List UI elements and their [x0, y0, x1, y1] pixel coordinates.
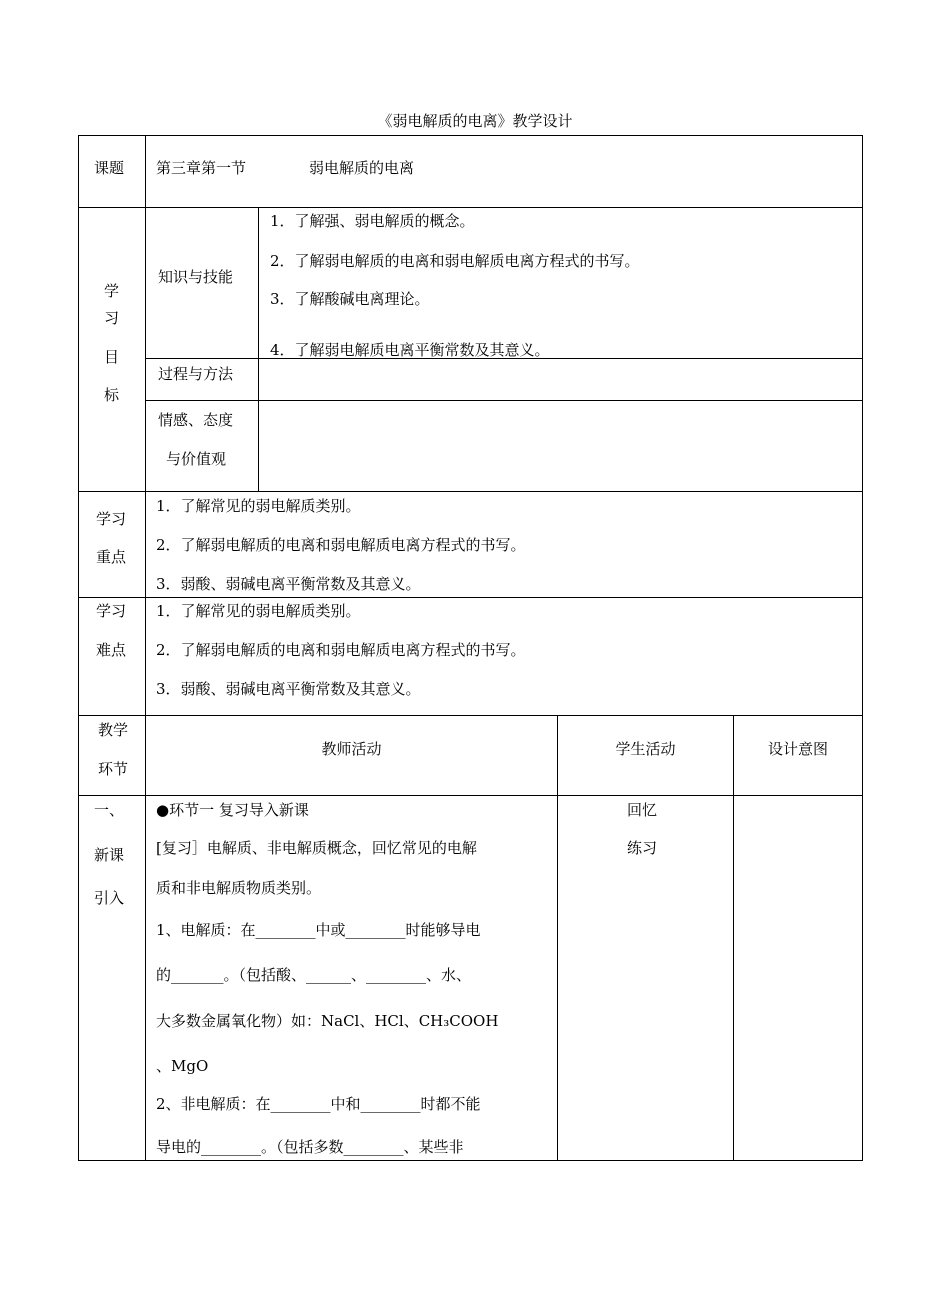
keypoints-label-line1: 学习 [96, 510, 127, 528]
stage-line-1: 一、 [94, 801, 125, 819]
emotion-label-line1: 情感、态度 [158, 411, 234, 429]
rule-top [78, 135, 863, 136]
teacher-line-6: 大多数金属氧化物）如：NaCl、HCl、CH₃COOH [156, 1012, 499, 1030]
topic-title: 弱电解质的电离 [309, 159, 415, 177]
rule-topic-bottom [78, 207, 863, 208]
keypoints-item-2: 2．了解弱电解质的电离和弱电解质电离方程式的书写。 [156, 536, 526, 554]
objectives-label-2: 习 [104, 309, 120, 327]
page-title: 《弱电解质的电离》教学设计 [377, 112, 573, 130]
rule-student-col [733, 715, 734, 1161]
header-intent: 设计意图 [767, 740, 828, 758]
knowledge-item-3: 3．了解酸碱电离理论。 [270, 290, 430, 308]
student-line-1: 回忆 [627, 801, 658, 819]
teacher-line-9: 导电的________。（包括多数________、某些非 [156, 1138, 464, 1156]
emotion-label-line2: 与价值观 [166, 450, 227, 468]
topic-label: 课题 [94, 159, 125, 177]
rule-left [78, 135, 79, 1161]
difficult-label-line1: 学习 [96, 602, 127, 620]
teacher-line-8: 2、非电解质：在________中和________时都不能 [156, 1095, 481, 1113]
header-teacher: 教师活动 [321, 740, 382, 758]
difficult-item-3: 3．弱酸、弱碱电离平衡常数及其意义。 [156, 680, 421, 698]
knowledge-label: 知识与技能 [158, 268, 234, 286]
knowledge-item-1: 1．了解强、弱电解质的概念。 [270, 212, 475, 230]
teacher-line-1: ●环节一 复习导入新课 [156, 801, 309, 819]
header-stage-line1: 教学 [98, 721, 129, 739]
stage-line-3: 引入 [94, 889, 125, 907]
difficult-label-line2: 难点 [96, 641, 127, 659]
objectives-label-3: 目 [104, 348, 120, 366]
rule-sublabel-col [258, 207, 259, 492]
keypoints-item-3: 3．弱酸、弱碱电离平衡常数及其意义。 [156, 575, 421, 593]
rule-objectives-bottom [78, 491, 863, 492]
knowledge-item-2: 2．了解弱电解质的电离和弱电解质电离方程式的书写。 [270, 252, 640, 270]
student-line-2: 练习 [627, 839, 658, 857]
difficult-item-2: 2．了解弱电解质的电离和弱电解质电离方程式的书写。 [156, 641, 526, 659]
teacher-line-2: [复习］电解质、非电解质概念，回忆常见的电解 [156, 839, 477, 857]
rule-process-bottom [145, 400, 863, 401]
keypoints-label-line2: 重点 [96, 548, 127, 566]
objectives-label-1: 学 [104, 282, 120, 300]
keypoints-item-1: 1．了解常见的弱电解质类别。 [156, 497, 361, 515]
topic-chapter: 第三章第一节 [156, 159, 247, 177]
header-stage-line2: 环节 [98, 760, 129, 778]
rule-bottom [78, 1160, 863, 1161]
rule-header-bottom [78, 795, 863, 796]
teacher-line-5: 的_______。（包括酸、______、________、水、 [156, 966, 472, 984]
teacher-line-7: 、MgO [156, 1057, 209, 1075]
rule-difficult-bottom [78, 715, 863, 716]
teacher-line-3: 质和非电解质物质类别。 [156, 879, 322, 897]
rule-teacher-col [557, 715, 558, 1161]
teacher-line-4: 1、电解质：在________中或________时能够导电 [156, 921, 481, 939]
rule-right [862, 135, 863, 1161]
rule-label-col [145, 135, 146, 1161]
header-student: 学生活动 [615, 740, 676, 758]
difficult-item-1: 1．了解常见的弱电解质类别。 [156, 602, 361, 620]
process-label: 过程与方法 [158, 365, 234, 383]
rule-keypoints-bottom [78, 597, 863, 598]
objectives-label-4: 标 [104, 386, 120, 404]
stage-line-2: 新课 [94, 846, 125, 864]
knowledge-item-4: 4．了解弱电解质电离平衡常数及其意义。 [270, 341, 550, 359]
